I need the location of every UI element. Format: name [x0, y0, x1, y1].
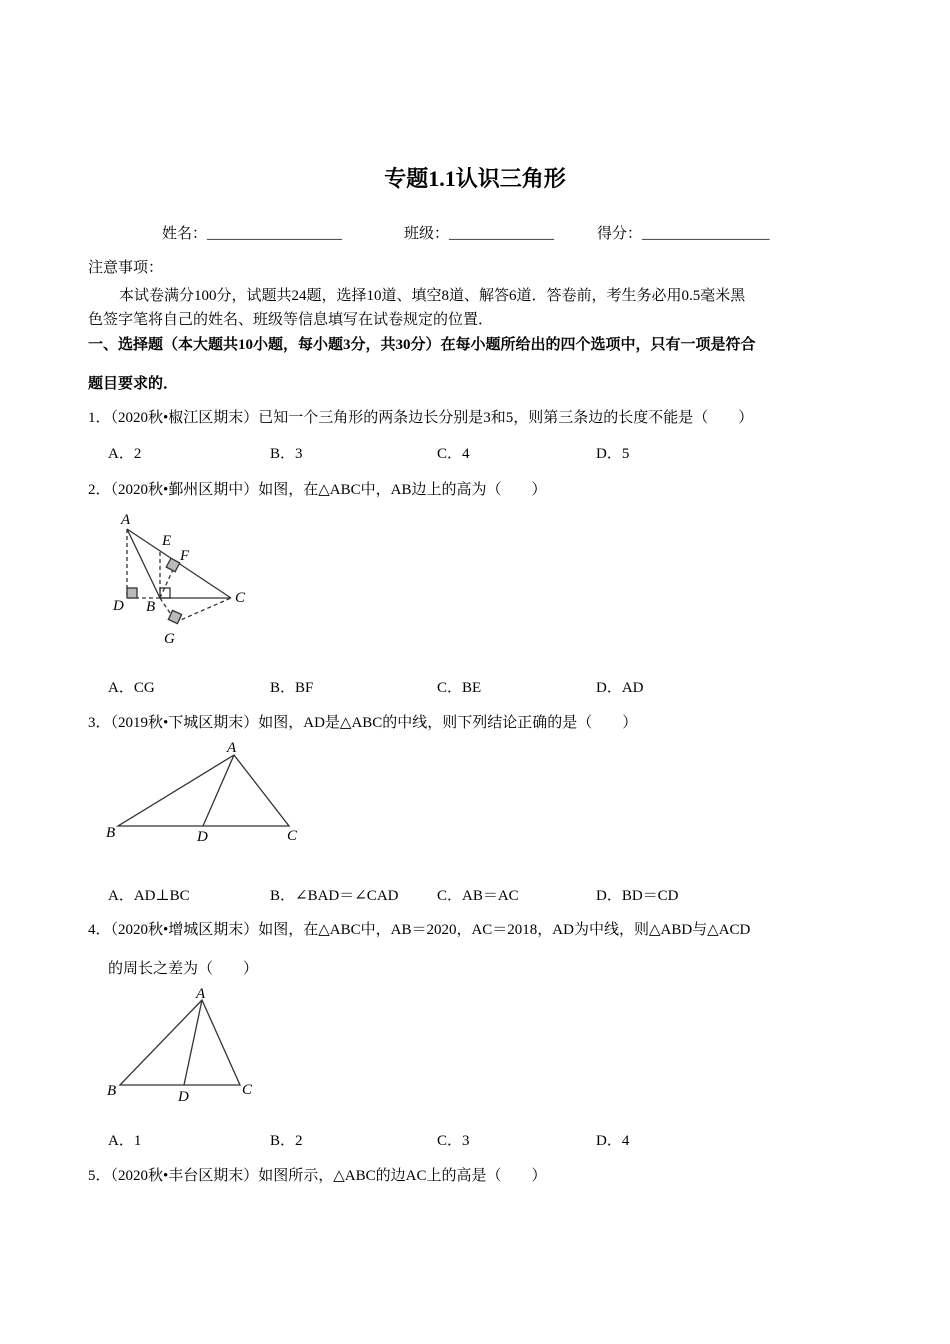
- notice-heading: 注意事项：: [88, 260, 164, 276]
- option: C．AB＝AC: [437, 888, 519, 904]
- label: F: [180, 548, 190, 564]
- label: D: [197, 829, 208, 845]
- option: A．1: [108, 1133, 142, 1149]
- label: C: [287, 828, 298, 844]
- score-field: 得分：_________________: [597, 226, 770, 242]
- label: D: [113, 598, 124, 614]
- question-4-cont: 的周长之差为（ ）: [108, 961, 259, 977]
- notice-text: 本试卷满分100分，试题共24题，选择10道、填空8道、解答6道．答卷前，考生务必用0.5毫米黑: [119, 288, 746, 304]
- label: B: [106, 825, 116, 841]
- question-3: 3．（2019秋•下城区期末）如图，AD是△ABC的中线，则下列结论正确的是（ ）: [88, 715, 638, 731]
- label: B: [107, 1083, 117, 1099]
- option: A．AD⊥BC: [108, 888, 190, 904]
- figure-q4: [120, 1000, 240, 1085]
- label: E: [162, 533, 172, 549]
- option: B．∠BAD＝∠CAD: [270, 888, 399, 904]
- label: C: [242, 1082, 253, 1098]
- page-title: 专题1.1认识三角形: [384, 166, 566, 191]
- label: G: [164, 631, 175, 647]
- option: B．3: [270, 446, 303, 462]
- option: B．BF: [270, 680, 314, 696]
- question-2: 2．（2020秋•鄞州区期中）如图，在△ABC中，AB边上的高为（ ）: [88, 482, 547, 498]
- option: B．2: [270, 1133, 303, 1149]
- label: A: [121, 512, 131, 528]
- option: D．4: [596, 1133, 630, 1149]
- question-1: 1．（2020秋•椒江区期末）已知一个三角形的两条边长分别是3和5，则第三条边的长度不能是（ ）: [88, 410, 754, 426]
- label: D: [178, 1089, 189, 1105]
- label: B: [146, 599, 156, 615]
- figure-q3: [118, 755, 289, 826]
- option: A．2: [108, 446, 142, 462]
- section-heading-2: 题目要求的．: [88, 376, 179, 392]
- question-4: 4．（2020秋•增城区期末）如图，在△ABC中，AB＝2020，AC＝2018，AD为中线，则△ABD与△ACD: [88, 922, 751, 938]
- option: A．CG: [108, 680, 155, 696]
- name-field: 姓名：__________________: [162, 226, 343, 242]
- notice-text-2: 色签字笔将自己的姓名、班级等信息填写在试卷规定的位置．: [88, 312, 494, 328]
- class-field: 班级：______________: [404, 226, 555, 242]
- option: D．AD: [596, 680, 644, 696]
- option: C．3: [437, 1133, 470, 1149]
- label: A: [227, 740, 237, 756]
- question-5: 5．（2020秋•丰台区期末）如图所示，△ABC的边AC上的高是（ ）: [88, 1168, 547, 1184]
- option: C．BE: [437, 680, 482, 696]
- option: D．BD＝CD: [596, 888, 679, 904]
- label: C: [235, 590, 246, 606]
- figure-q2: [127, 529, 231, 624]
- option: D．5: [596, 446, 630, 462]
- option: C．4: [437, 446, 470, 462]
- section-heading: 一、选择题（本大题共10小题，每小题3分，共30分）在每小题所给出的四个选项中，只有一项是符合: [88, 337, 756, 353]
- label: A: [196, 986, 206, 1002]
